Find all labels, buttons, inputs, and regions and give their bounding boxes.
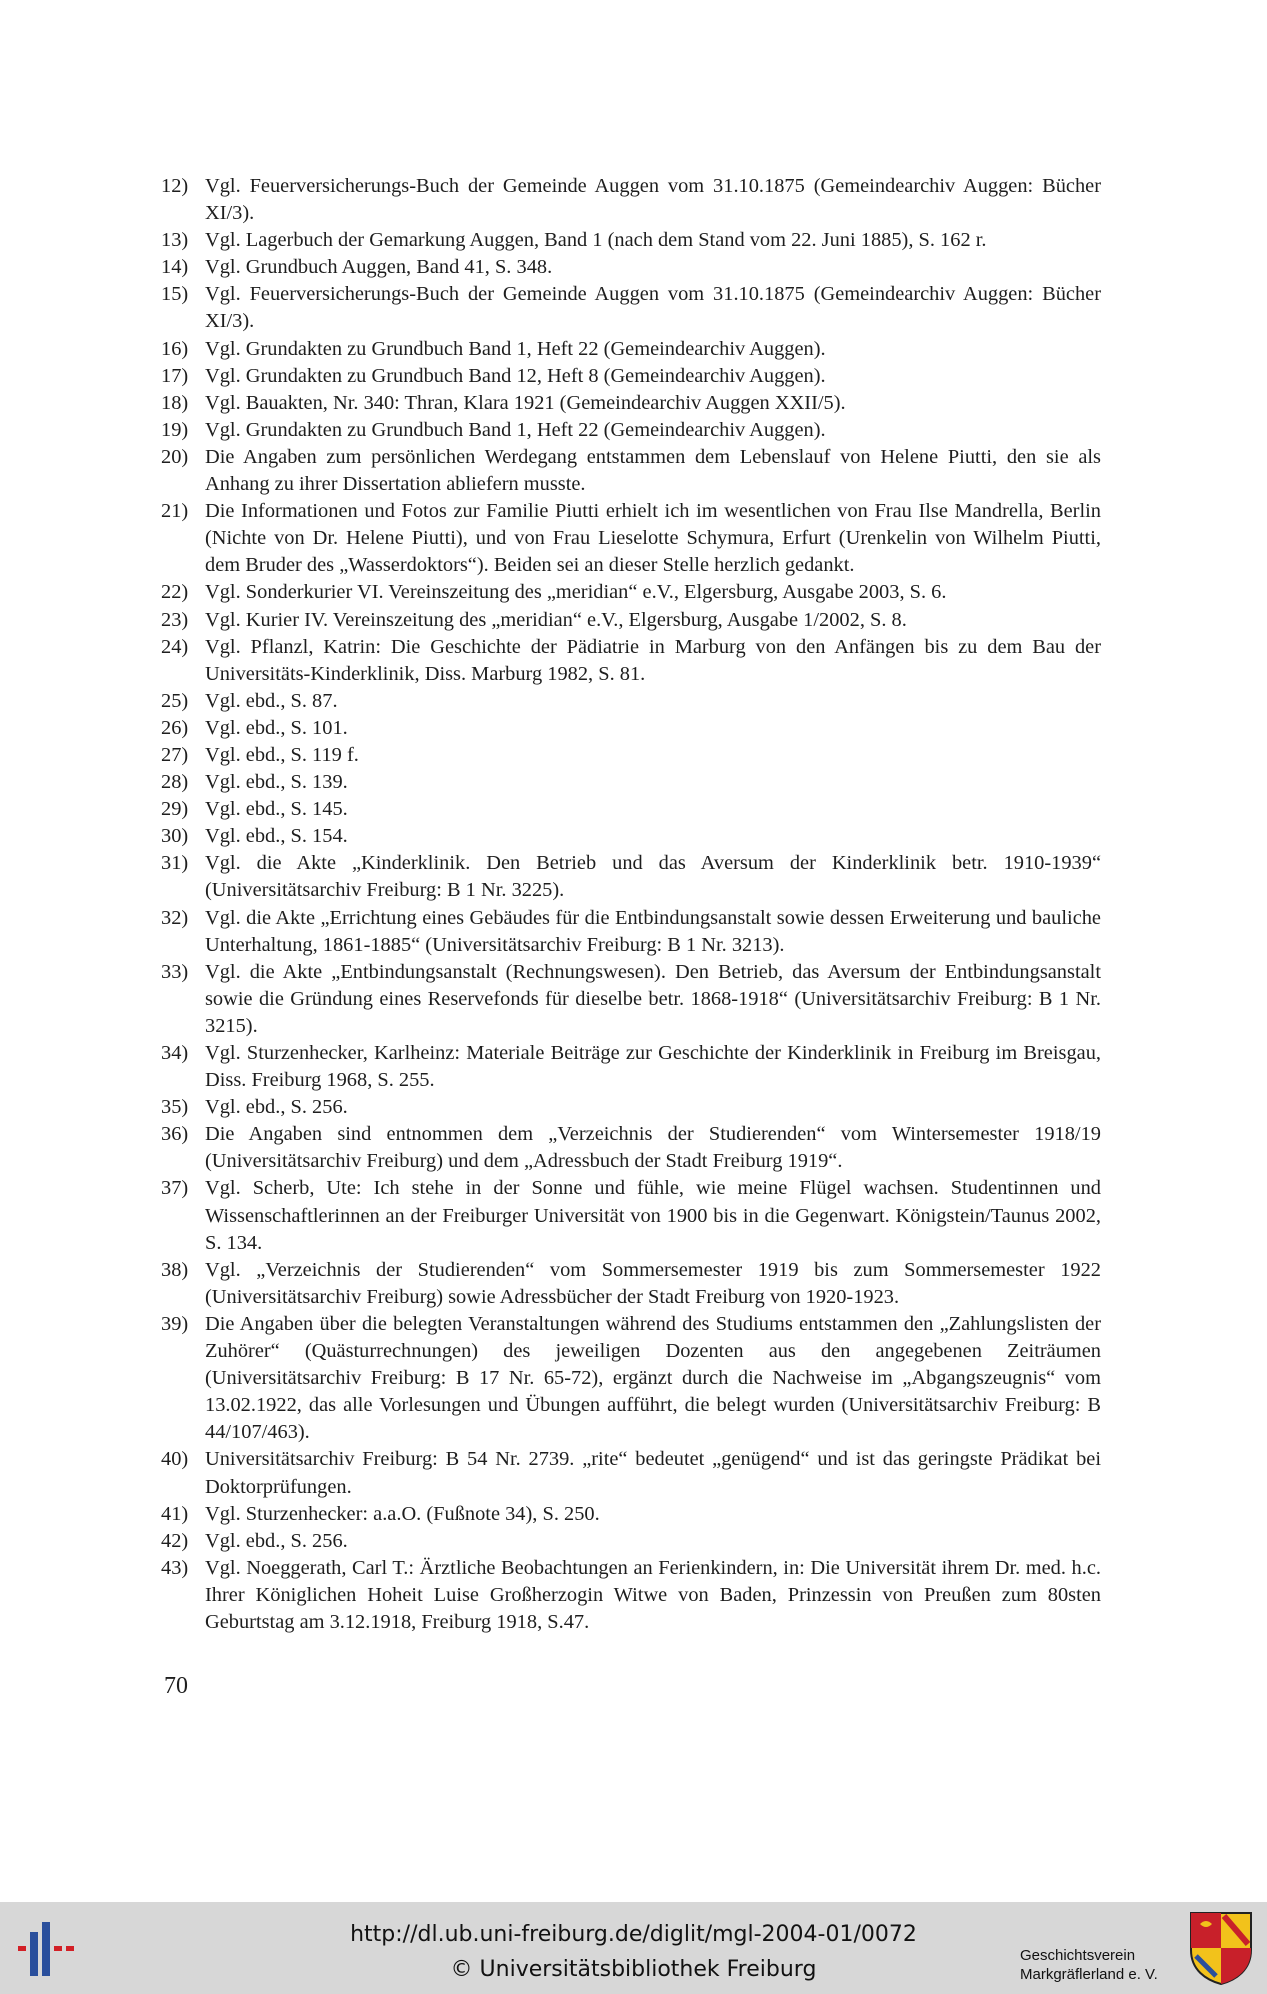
footnote-number: 21) (161, 500, 189, 523)
footnote-text: Vgl. ebd., S. 101. (205, 716, 348, 739)
footnote-text: Vgl. „Verzeichnis der Studierenden“ vom Sommersemester 1919 bis zum Sommersemester 1922 (Universitätsarchiv Freiburg) sowie Adressbücher der Stadt Freiburg von 1920-1923. (205, 1258, 1101, 1308)
footnote-text: Vgl. Sturzenhecker, Karlheinz: Materiale Beiträge zur Geschichte der Kinderklinik in Freiburg im Breisgau, Diss. Freiburg 1968, S. 255. (205, 1042, 1101, 1092)
footnote-number: 33) (161, 960, 189, 983)
footnote-item (161, 417, 1101, 444)
footnote-text: Vgl. Feuerversicherungs-Buch der Gemeinde Auggen vom 31.10.1875 (Gemeindearchiv Auggen: Bücher XI/3). (205, 283, 1101, 333)
footnote-text: Universitätsarchiv Freiburg: B 54 Nr. 2739. „rite“ bedeutet „genügend“ und ist das geringste Prädikat bei Doktorprüfungen. (205, 1448, 1101, 1498)
footnote-item (161, 1555, 1101, 1636)
footnote-item (161, 281, 1101, 335)
footnote-number: 22) (161, 581, 189, 604)
footnote-item (161, 336, 1101, 363)
footnote-text: Vgl. Scherb, Ute: Ich stehe in der Sonne und fühle, wie meine Flügel wachsen. Studentinnen und Wissenschaftlerinnen an der Freiburger Universität von 1900 bis in die Gegenwart. Königstein/Taunus 2002, S. 134. (205, 1177, 1101, 1254)
footnote-number: 34) (161, 1042, 189, 1064)
footnote-number: 41) (161, 1502, 189, 1525)
footnote-item (161, 1175, 1101, 1256)
footnote-text: Vgl. ebd., S. 145. (205, 798, 348, 821)
footnote-number: 20) (161, 445, 189, 468)
footnote-item (161, 1094, 1101, 1121)
footnote-number: 26) (161, 716, 189, 739)
footnote-number: 38) (161, 1258, 189, 1281)
society-line-2: Markgräflerland e. V. (1020, 1966, 1158, 1983)
footnote-text: Vgl. Lagerbuch der Gemarkung Auggen, Band 1 (nach dem Stand vom 22. Juni 1885), S. 162 r. (205, 229, 987, 252)
footnote-number: 42) (161, 1529, 189, 1552)
footnote-number: 16) (161, 337, 189, 360)
footnote-item (161, 227, 1101, 254)
footnote-number: 18) (161, 391, 189, 414)
footnote-number: 36) (161, 1123, 189, 1146)
footnote-item (161, 607, 1101, 634)
footnote-item (161, 796, 1101, 823)
footnote-item (161, 254, 1101, 281)
footnote-item (161, 498, 1101, 579)
footnote-number: 40) (161, 1448, 189, 1471)
footnote-text: Vgl. Grundakten zu Grundbuch Band 1, Heft 22 (Gemeindearchiv Auggen). (205, 337, 826, 360)
footnote-text: Vgl. Grundakten zu Grundbuch Band 12, Heft 8 (Gemeindearchiv Auggen). (205, 364, 826, 387)
footnote-item (161, 634, 1101, 688)
footnote-text: Vgl. ebd., S. 87. (205, 689, 338, 712)
footnote-item (161, 715, 1101, 742)
footnote-item (161, 1501, 1101, 1528)
footnote-number: 31) (161, 852, 189, 875)
footnote-item (161, 769, 1101, 796)
footnote-number: 17) (161, 364, 189, 387)
footnote-number: 37) (161, 1177, 189, 1200)
footnote-number: 39) (161, 1312, 189, 1335)
footnote-item (161, 959, 1101, 1040)
footnote-number: 25) (161, 689, 189, 712)
footnote-number: 24) (161, 635, 189, 658)
footnote-number: 27) (161, 743, 189, 766)
footnote-item (161, 688, 1101, 715)
footnote-number: 43) (161, 1556, 189, 1579)
footnote-item (161, 390, 1101, 417)
footnote-item (161, 579, 1101, 606)
footnote-number: 15) (161, 283, 189, 306)
footnote-text: Vgl. Sonderkurier VI. Vereinszeitung des „meridian“ e.V., Elgersburg, Ausgabe 2003, S. 6. (205, 581, 947, 604)
footnote-number: 14) (161, 256, 189, 279)
footnote-text: Vgl. Pflanzl, Katrin: Die Geschichte der Pädiatrie in Marburg von den Anfängen bis zu dem Bau der Universitäts-Kinderklinik, Diss. Marburg 1982, S. 81. (205, 635, 1101, 685)
coat-of-arms-icon (1188, 1910, 1254, 1986)
footnote-number: 32) (161, 906, 189, 929)
footnote-item (161, 850, 1101, 904)
footnote-item (161, 742, 1101, 769)
footnote-number: 12) (161, 175, 189, 197)
footnote-item (161, 1528, 1101, 1555)
page-number: 70 (164, 1673, 188, 1699)
footnote-text: Die Angaben sind entnommen dem „Verzeichnis der Studierenden“ vom Wintersemester 1918/19 (Universitätsarchiv Freiburg) und dem „Adressbuch der Stadt Freiburg 1919“. (205, 1123, 1101, 1173)
footnote-text: Vgl. Noeggerath, Carl T.: Ärztliche Beobachtungen an Ferienkindern, in: Die Universität ihrem Dr. med. h.c. Ihrer Königlichen Hoheit Luise Großherzogin Witwe von Baden, Prinzessin von Preußen zum 80sten Geburtstag am 3.12.1918, Freiburg 1918, S.47. (205, 1556, 1101, 1633)
footnote-text: Die Angaben über die belegten Veranstaltungen während des Studiums entstammen den „Zahlungslisten der Zuhörer“ (Quästurrechnungen) des jeweiligen Dozenten aus den angegebenen Zeiträumen (Universitätsarchiv Freiburg: B 17 Nr. 65-72), ergänzt durch die Nachweise im „Abgangszeugnis“ vom 13.02.1922, das alle Vorlesungen und Übungen aufführt, die belegt wurden (Universitätsarchiv Freiburg: B 44/107/463). (205, 1312, 1101, 1444)
footnote-text: Vgl. die Akte „Errichtung eines Gebäudes für die Entbindungsanstalt sowie dessen Erweiterung und bauliche Unterhaltung, 1861-1885“ (Universitätsarchiv Freiburg: B 1 Nr. 3213). (205, 906, 1101, 956)
footnote-text: Vgl. Sturzenhecker: a.a.O. (Fußnote 34), S. 250. (205, 1502, 600, 1525)
footnote-list (161, 173, 1101, 1636)
footnote-item (161, 1257, 1101, 1311)
footnote-number: 29) (161, 798, 189, 821)
footnote-text: Vgl. die Akte „Entbindungsanstalt (Rechnungswesen). Den Betrieb, das Aversum der Entbindungsanstalt sowie die Gründung eines Reservefonds für dieselbe betr. 1868-1918“ (Universitätsarchiv Freiburg: B 1 Nr. 3215). (205, 960, 1101, 1037)
footnote-item (161, 1121, 1101, 1175)
footnote-text: Die Angaben zum persönlichen Werdegang entstammen dem Lebenslauf von Helene Piutti, den sie als Anhang zu ihrer Dissertation abliefern musste. (205, 445, 1101, 496)
footnote-item (161, 363, 1101, 390)
footnote-text: Vgl. ebd., S. 256. (205, 1096, 348, 1119)
footnote-item (161, 444, 1101, 498)
footnote-text: Vgl. ebd., S. 119 f. (205, 743, 359, 766)
footnote-text: Vgl. Grundakten zu Grundbuch Band 1, Heft 22 (Gemeindearchiv Auggen). (205, 418, 826, 441)
footnote-number: 35) (161, 1096, 189, 1119)
footnote-text: Vgl. die Akte „Kinderklinik. Den Betrieb und das Aversum der Kinderklinik betr. 1910-1939“ (Universitätsarchiv Freiburg: B 1 Nr. 3225). (205, 852, 1101, 902)
footnote-number: 28) (161, 771, 189, 794)
footnote-number: 19) (161, 418, 189, 441)
footnote-number: 30) (161, 825, 189, 848)
footnote-text: Vgl. ebd., S. 256. (205, 1529, 348, 1552)
footnote-text: Vgl. ebd., S. 139. (205, 771, 348, 794)
footnote-item (161, 905, 1101, 959)
footnote-item (161, 823, 1101, 850)
footnote-text: Vgl. Kurier IV. Vereinszeitung des „meridian“ e.V., Elgersburg, Ausgabe 1/2002, S. 8. (205, 608, 907, 631)
footnote-item (161, 1446, 1101, 1500)
footnote-item (161, 1311, 1101, 1446)
footer-copyright: © Universitätsbibliothek Freiburg (450, 1957, 817, 1982)
footer-url-link[interactable]: http://dl.ub.uni-freiburg.de/diglit/mgl-2004-01/0072 (350, 1922, 917, 1947)
footnote-text: Vgl. Bauakten, Nr. 340: Thran, Klara 1921 (Gemeindearchiv Auggen XXII/5). (205, 391, 846, 414)
footnote-number: 13) (161, 229, 189, 252)
footnote-item (161, 173, 1101, 227)
footnote-text: Vgl. Feuerversicherungs-Buch der Gemeinde Auggen vom 31.10.1875 (Gemeindearchiv Auggen: Bücher XI/3). (205, 175, 1101, 225)
society-name (1020, 1946, 1180, 1984)
footnote-number: 23) (161, 608, 189, 631)
footnote-text: Die Informationen und Fotos zur Familie Piutti erhielt ich im wesentlichen von Frau Ilse Mandrella, Berlin (Nichte von Dr. Helene Piutti), und von Frau Lieselotte Schymura, Erfurt (Urenkelin von Wilhelm Piutti, dem Bruder des „Wasserdoktors“). Beiden sei an dieser Stelle herzlich gedankt. (205, 500, 1101, 577)
footnote-item (161, 1040, 1101, 1094)
footnote-text: Vgl. Grundbuch Auggen, Band 41, S. 348. (205, 256, 553, 279)
society-line-1: Geschichtsverein (1020, 1947, 1136, 1964)
footnote-text: Vgl. ebd., S. 154. (205, 825, 348, 848)
